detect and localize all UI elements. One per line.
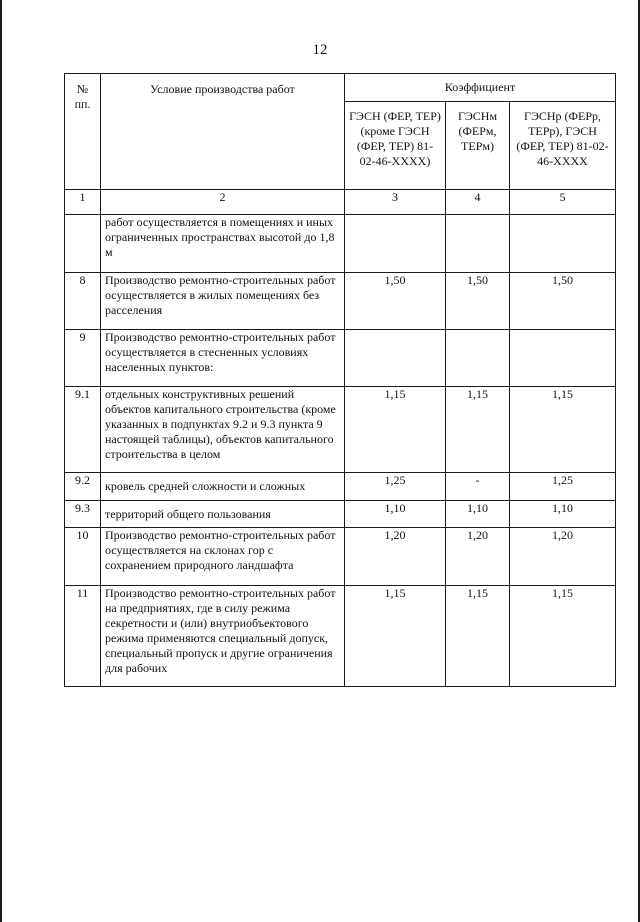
row-coef-col4: 1,15 bbox=[446, 387, 510, 473]
row-condition: Производство ремонтно-строительных работ осуществляется в стесненных условиях населенных пунктов: bbox=[101, 330, 345, 387]
table-row bbox=[65, 528, 616, 586]
col-number: 1 bbox=[65, 190, 101, 215]
col-number: 3 bbox=[345, 190, 446, 215]
row-coef-col4: 1,10 bbox=[446, 501, 510, 528]
header-condition: Условие производства работ bbox=[101, 74, 345, 190]
row-condition: кровель средней сложности и сложных bbox=[101, 473, 345, 501]
row-number: 8 bbox=[65, 273, 101, 330]
row-coef-col5 bbox=[510, 215, 616, 273]
row-coef-col3: 1,25 bbox=[345, 473, 446, 501]
row-number bbox=[65, 215, 101, 273]
row-coef-col3: 1,15 bbox=[345, 387, 446, 473]
row-number: 10 bbox=[65, 528, 101, 586]
header-coefficient: Коэффициент bbox=[345, 74, 616, 102]
row-condition: Производство ремонтно-строительных работ на предприятиях, где в силу режима секретности и (или) внутриобъектового режима применяются специальный допуск, специальный пропуск и другие ограничения для рабочих bbox=[101, 586, 345, 687]
row-number: 9 bbox=[65, 330, 101, 387]
table-row bbox=[65, 330, 616, 387]
row-coef-col3 bbox=[345, 215, 446, 273]
row-number: 11 bbox=[65, 586, 101, 687]
row-coef-col4: 1,20 bbox=[446, 528, 510, 586]
row-coef-col5 bbox=[510, 330, 616, 387]
row-coef-col5: 1,50 bbox=[510, 273, 616, 330]
row-condition: территорий общего пользования bbox=[101, 501, 345, 528]
row-coef-col4 bbox=[446, 215, 510, 273]
row-condition: работ осуществляется в помещениях и иных ограниченных пространствах высотой до 1,8 м bbox=[101, 215, 345, 273]
row-coef-col4: - bbox=[446, 473, 510, 501]
left-page-border bbox=[0, 0, 2, 922]
table-row bbox=[65, 473, 616, 501]
table-row bbox=[65, 586, 616, 687]
row-coef-col4: 1,50 bbox=[446, 273, 510, 330]
row-coef-col3: 1,20 bbox=[345, 528, 446, 586]
row-coef-col3: 1,50 bbox=[345, 273, 446, 330]
row-coef-col5: 1,20 bbox=[510, 528, 616, 586]
header-col4: ГЭСНм (ФЕРм, ТЕРм) bbox=[446, 102, 510, 190]
row-coef-col5: 1,10 bbox=[510, 501, 616, 528]
row-condition: Производство ремонтно-строительных работ осуществляется на склонах гор с сохранением природного ландшафта bbox=[101, 528, 345, 586]
col-number: 2 bbox=[101, 190, 345, 215]
page-number: 12 bbox=[312, 42, 328, 58]
row-coef-col5: 1,25 bbox=[510, 473, 616, 501]
row-coef-col3: 1,10 bbox=[345, 501, 446, 528]
row-number: 9.1 bbox=[65, 387, 101, 473]
row-coef-col4 bbox=[446, 330, 510, 387]
row-number: 9.3 bbox=[65, 501, 101, 528]
coefficient-table bbox=[64, 73, 616, 687]
row-coef-col4: 1,15 bbox=[446, 586, 510, 687]
header-col3: ГЭСН (ФЕР, ТЕР) (кроме ГЭСН (ФЕР, ТЕР) 81-02-46-XXXX) bbox=[345, 102, 446, 190]
col-number: 4 bbox=[446, 190, 510, 215]
header-num: № пп. bbox=[65, 74, 101, 190]
header-row bbox=[65, 74, 616, 102]
header-col5: ГЭСНр (ФЕРр, ТЕРр), ГЭСН (ФЕР, ТЕР) 81-02-46-XXXX bbox=[510, 102, 616, 190]
row-number: 9.2 bbox=[65, 473, 101, 501]
row-coef-col5: 1,15 bbox=[510, 387, 616, 473]
column-number-row bbox=[65, 190, 616, 215]
table-row bbox=[65, 501, 616, 528]
table-row bbox=[65, 273, 616, 330]
row-condition: отдельных конструктивных решений объектов капитального строительства (кроме указанных в подпунктах 9.2 и 9.3 пункта 9 настоящей таблицы), объектов капитального строительства в целом bbox=[101, 387, 345, 473]
row-coef-col5: 1,15 bbox=[510, 586, 616, 687]
row-coef-col3: 1,15 bbox=[345, 586, 446, 687]
col-number: 5 bbox=[510, 190, 616, 215]
table-row bbox=[65, 215, 616, 273]
table-row bbox=[65, 387, 616, 473]
row-condition: Производство ремонтно-строительных работ осуществляется в жилых помещениях без расселения bbox=[101, 273, 345, 330]
row-coef-col3 bbox=[345, 330, 446, 387]
